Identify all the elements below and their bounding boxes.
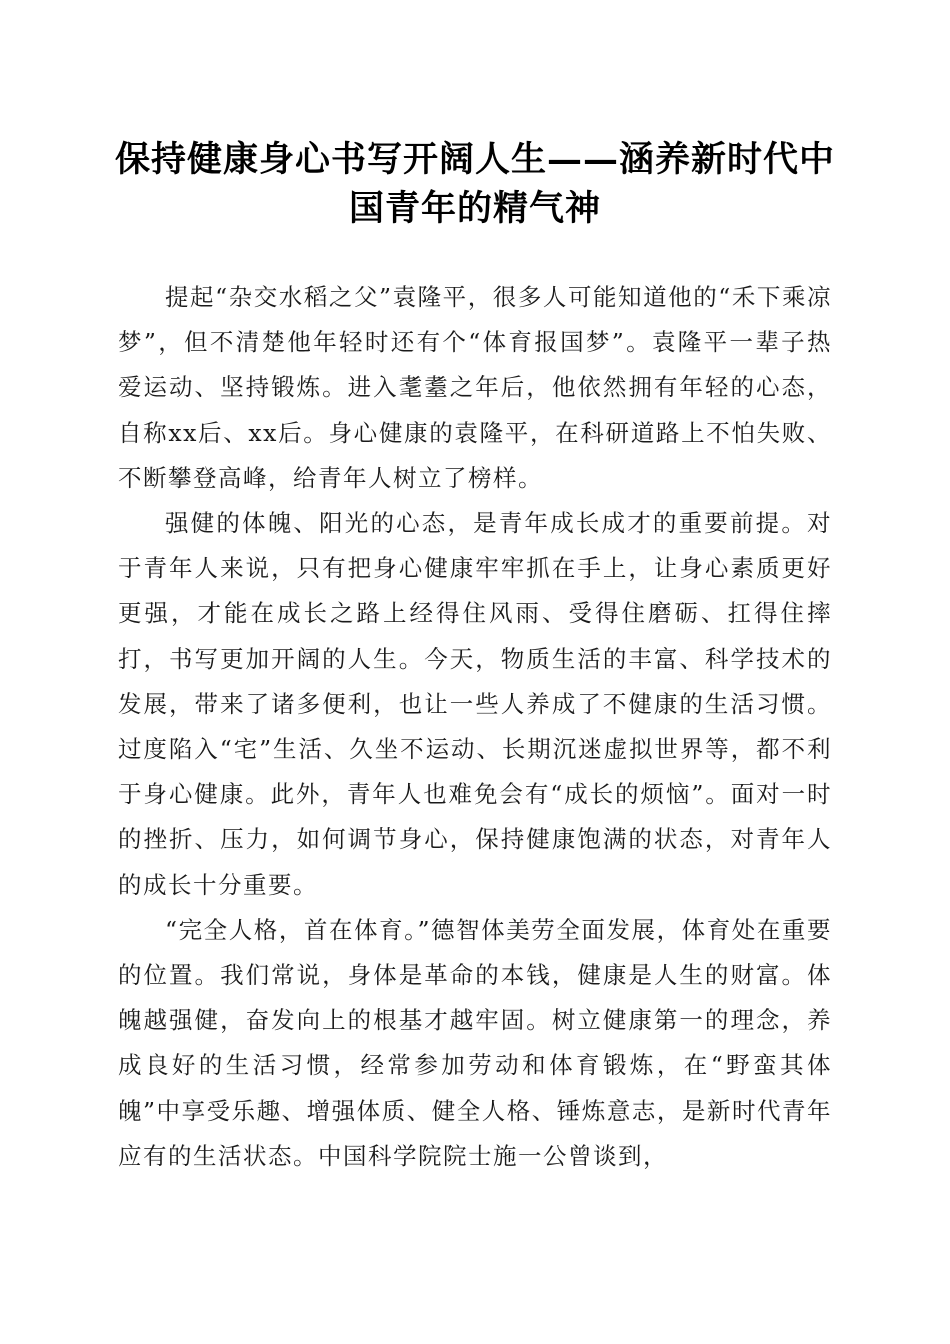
paragraph-3: “完全人格，首在体育。”德智体美劳全面发展，体育处在重要的位置。我们常说，身体是革命的本钱，健康是人生的财富。体魄越强健，奋发向上的根基才越牢固。树立健康第一的理念，养成良好的生活习惯，经常参加劳动和体育锻炼，在“野蛮其体魄”中享受乐趣、增强体质、健全人格、锤炼意志，是新时代青年应有的生活状态。中国科学院院士施一公曾谈到， [118,915,832,1170]
document-body [118,275,832,1179]
document-title: 保持健康身心书写开阔人生——涵养新时代中国青年的精气神 [114,139,835,229]
paragraph-1: 提起“杂交水稻之父”袁隆平，很多人可能知道他的“禾下乘凉梦”，但不清楚他年轻时还有个“体育报国梦”。袁隆平一辈子热爱运动、坚持锻炼。进入耄耋之年后，他依然拥有年轻的心态，自称xx后、xx后。身心健康的袁隆平，在科研道路上不怕失败、不断攀登高峰，给青年人树立了榜样。 [118,283,832,492]
paragraph-2: 强健的体魄、阳光的心态，是青年成长成才的重要前提。对于青年人来说，只有把身心健康牢牢抓在手上，让身心素质更好更强，才能在成长之路上经得住风雨、受得住磨砺、扛得住摔打，书写更加开阔的人生。今天，物质生活的丰富、科学技术的发展，带来了诸多便利，也让一些人养成了不健康的生活习惯。过度陷入“宅”生活、久坐不运动、长期沉迷虚拟世界等，都不利于身心健康。此外，青年人也难免会有“成长的烦恼”。面对一时的挫折、压力，如何调节身心，保持健康饱满的状态，对青年人的成长十分重要。 [118,509,832,899]
